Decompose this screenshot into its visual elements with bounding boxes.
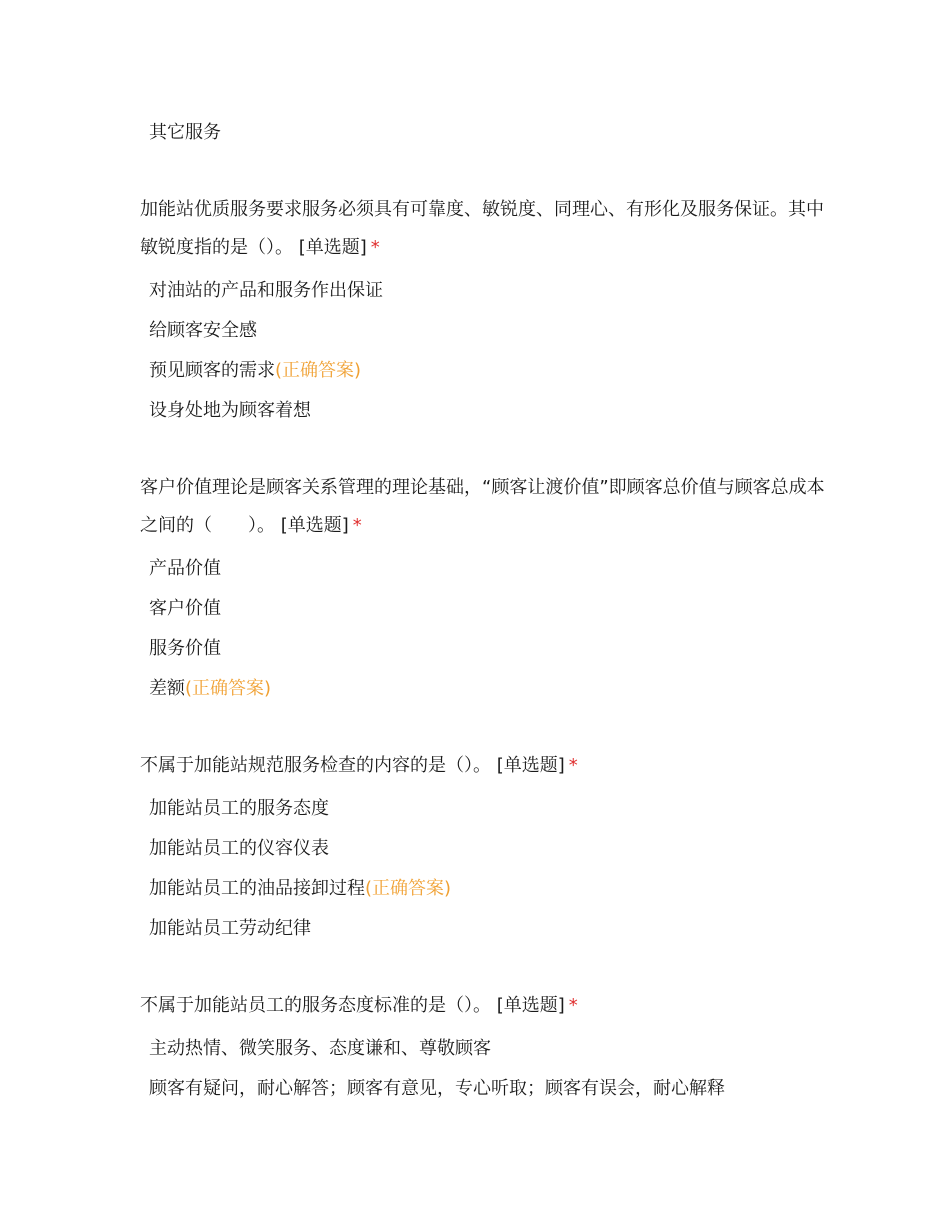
q1-option-d: 设身处地为顾客着想 [149, 400, 311, 421]
question-2-text: 客户价值理论是顾客关系管理的理论基础，“顾客让渡价值”即顾客总价值与顾客总成本之间的（ ）。 [140, 477, 825, 536]
q2-option-d: 差额 (正确答案) [149, 678, 272, 699]
q3-option-c: 加能站员工的油品接卸过程 (正确答案) [149, 878, 452, 899]
option-other-services: 其它服务 [149, 122, 221, 143]
q4-option-a: 主动热情、微笑服务、态度谦和、尊敬顾客 [149, 1038, 491, 1059]
question-1-type: [单选题] [298, 237, 367, 258]
q1-option-b: 给顾客安全感 [149, 320, 257, 341]
question-3 [140, 747, 830, 785]
required-mark: * [352, 515, 362, 536]
question-4-type: [单选题] [496, 995, 565, 1016]
question-3-type: [单选题] [496, 755, 565, 776]
required-mark: * [568, 995, 578, 1016]
q1-option-a: 对油站的产品和服务作出保证 [149, 280, 383, 301]
question-1-text: 加能站优质服务要求服务必须具有可靠度、敏锐度、同理心、有形化及服务保证。其中敏锐度指的是（）。 [140, 199, 824, 258]
q3-option-d: 加能站员工劳动纪律 [149, 918, 311, 939]
q2-option-a: 产品价值 [149, 558, 221, 579]
question-2-type: [单选题] [280, 515, 349, 536]
q3-option-b: 加能站员工的仪容仪表 [149, 838, 329, 859]
question-4 [140, 987, 830, 1025]
q4-option-b: 顾客有疑问，耐心解答；顾客有意见，专心听取；顾客有误会，耐心解释 [149, 1078, 725, 1099]
question-1 [140, 191, 830, 267]
q1-option-c: 预见顾客的需求 (正确答案) [149, 360, 362, 381]
survey-page [140, 0, 830, 1109]
required-mark: * [370, 237, 380, 258]
required-mark: * [568, 755, 578, 776]
question-2 [140, 469, 830, 545]
question-3-text: 不属于加能站规范服务检查的内容的是（）。 [140, 755, 491, 776]
q2-option-c: 服务价值 [149, 638, 221, 659]
question-4-text: 不属于加能站员工的服务态度标准的是（）。 [140, 995, 491, 1016]
correct-answer-label: (正确答案) [185, 678, 272, 699]
q2-option-b: 客户价值 [149, 598, 221, 619]
correct-answer-label: (正确答案) [275, 360, 362, 381]
correct-answer-label: (正确答案) [365, 878, 452, 899]
q3-option-a: 加能站员工的服务态度 [149, 798, 329, 819]
